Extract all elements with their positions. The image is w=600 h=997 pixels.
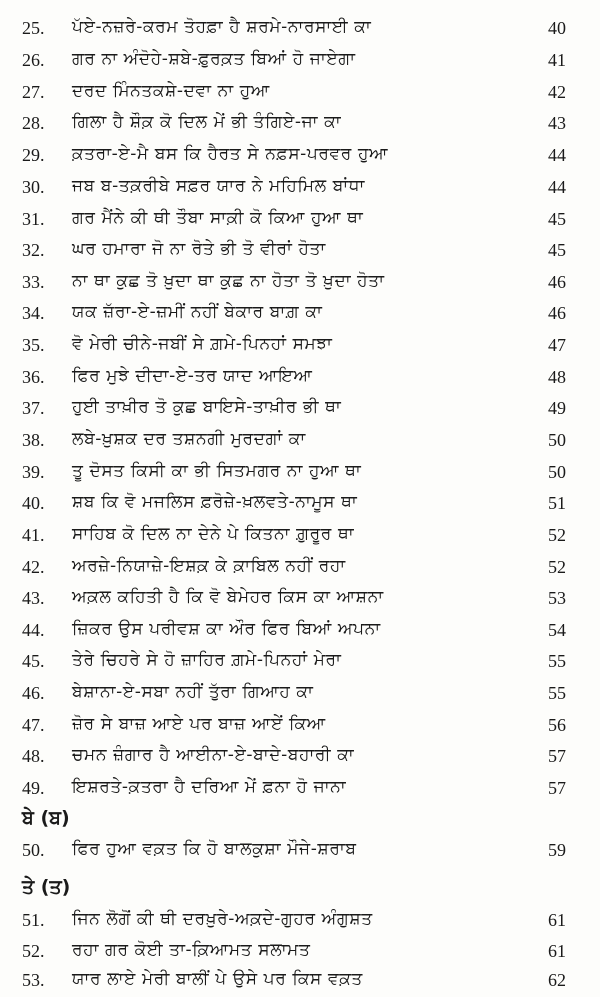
entry-number: 44. [22,620,45,640]
entry-title: ਘਰ ਹਮਾਰਾ ਜੋ ਨਾ ਰੋਤੇ ਭੀ ਤੋ ਵੀਰਾਂ ਹੋਤਾ [72,239,326,259]
entry-page: 55 [548,683,566,703]
entry-number: 35. [22,335,45,355]
entry-title: ਵੋ ਮੇਰੀ ਚੀਨੇ-ਜਬੀਂ ਸੇ ਗ਼ਮੇ-ਪਿਨਹਾਂ ਸਮਝਾ [72,334,333,354]
entry-number: 43. [22,588,45,608]
entry-number: 45. [22,651,45,671]
entry-title: ਯਾਰ ਲਾਏ ਮੇਰੀ ਬਾਲੀਂ ਪੇ ਉਸੇ ਪਰ ਕਿਸ ਵਕ਼ਤ [72,969,363,989]
entry-title: ਬੇਸ਼ਾਨਾ-ਏ-ਸਬਾ ਨਹੀਂ ਤੁੱਰਾ ਗਿਆਹ ਕਾ [72,682,314,702]
entry-title: ਗਰ ਨਾ ਅੰਦੋਹੇ-ਸ਼ਬੇ-ਫ਼ੁਰਕ਼ਤ ਬਿਆਂ ਹੋ ਜਾਏਗਾ [72,49,356,69]
entry-page: 42 [548,82,566,102]
entry-title: ਫਿਰ ਮੁਝੇ ਦੀਦਾ-ਏ-ਤਰ ਯਾਦ ਆਇਆ [72,366,313,386]
entry-number: 49. [22,778,45,798]
toc-entry [0,78,600,108]
entry-number: 28. [22,113,45,133]
entry-title: ਕ਼ਤਰਾ-ਏ-ਮੈ ਬਸ ਕਿ ਹੈਰਤ ਸੇ ਨਫ਼ਸ-ਪਰਵਰ ਹੁਆ [72,144,389,164]
entry-page: 57 [548,778,566,798]
entry-page: 43 [548,113,566,133]
toc-entry [0,14,600,44]
entry-page: 46 [548,303,566,323]
toc-entry [0,966,600,996]
entry-number: 32. [22,240,45,260]
entry-title: ਫਿਰ ਹੁਆ ਵਕ਼ਤ ਕਿ ਹੋ ਬਾਲਕੁਸ਼ਾ ਮੌਜੇ-ਸ਼ਰਾਬ [72,839,357,859]
entry-number: 38. [22,430,45,450]
toc-entry [0,268,600,298]
entry-title: ਲਬੇ-ਖ਼ੁਸ਼ਕ ਦਰ ਤਸ਼ਨਗੀ ਮੁਰਦਗਾਂ ਕਾ [72,429,306,449]
entry-page: 54 [548,620,566,640]
entry-number: 26. [22,50,45,70]
toc-entry [0,616,600,646]
entry-title: ਯਕ ਜ਼ੱਰਾ-ਏ-ਜ਼ਮੀਂ ਨਹੀਂ ਬੇਕਾਰ ਬਾਗ਼ ਕਾ [72,302,323,322]
section-heading-be: ਬੇ (ਬ) [22,807,70,829]
toc-entry [0,299,600,329]
entry-page: 44 [548,177,566,197]
entry-number: 33. [22,272,45,292]
entry-number: 46. [22,683,45,703]
entry-title: ਸ਼ਬ ਕਿ ਵੋ ਮਜਲਿਸ ਫ਼ਰੋਜ਼ੇ-ਖ਼ਲਵਤੇ-ਨਾਮੂਸ ਥਾ [72,492,358,512]
toc-entry [0,774,600,804]
entry-number: 25. [22,18,45,38]
toc-entry [0,906,600,936]
entry-page: 40 [548,18,566,38]
entry-number: 30. [22,177,45,197]
entry-number: 29. [22,145,45,165]
toc-entry [0,205,600,235]
toc-entry [0,679,600,709]
entry-number: 50. [22,840,45,860]
entry-number: 48. [22,746,45,766]
entry-title: ਇਸ਼ਰਤੇ-ਕ਼ਤਰਾ ਹੈ ਦਰਿਆ ਮੇਂ ਫ਼ਨਾ ਹੋ ਜਾਨਾ [72,777,347,797]
toc-entry [0,426,600,456]
entry-page: 62 [548,970,566,990]
entry-number: 42. [22,557,45,577]
entry-page: 55 [548,651,566,671]
entry-page: 45 [548,240,566,260]
entry-title: ਸਾਹਿਬ ਕੋ ਦਿਲ ਨਾ ਦੇਨੇ ਪੇ ਕਿਤਨਾ ਗ਼ੁਰੂਰ ਥਾ [72,524,355,544]
entry-page: 52 [548,525,566,545]
entry-page: 53 [548,588,566,608]
entry-number: 27. [22,82,45,102]
toc-entry [0,109,600,139]
entry-page: 46 [548,272,566,292]
entry-title: ਜ਼ਿਕਰ ਉਸ ਪਰੀਵਸ਼ ਕਾ ਔਰ ਫਿਰ ਬਿਆਂ ਅਪਨਾ [72,619,381,639]
toc-entry [0,173,600,203]
entry-number: 41. [22,525,45,545]
entry-title: ਗਿਲਾ ਹੈ ਸ਼ੌਕ਼ ਕੋ ਦਿਲ ਮੇਂ ਭੀ ਤੰਗਿਏ-ਜਾ ਕਾ [72,112,342,132]
entry-page: 48 [548,367,566,387]
toc-entry [0,489,600,519]
toc-entry [0,331,600,361]
entry-page: 56 [548,715,566,735]
entry-title: ਜ਼ੋਰ ਸੇ ਬਾਜ਼ ਆਏ ਪਰ ਬਾਜ਼ ਆਏਂ ਕਿਆ [72,714,326,734]
entry-page: 50 [548,430,566,450]
toc-entry [0,836,600,866]
entry-title: ਤੂ ਦੋਸਤ ਕਿਸੀ ਕਾ ਭੀ ਸਿਤਮਗਰ ਨਾ ਹੁਆ ਥਾ [72,461,362,481]
entry-number: 39. [22,462,45,482]
entry-number: 51. [22,910,45,930]
toc-entry [0,711,600,741]
entry-number: 40. [22,493,45,513]
entry-page: 49 [548,398,566,418]
entry-title: ਨਾ ਥਾ ਕੁਛ ਤੋ ਖ਼ੁਦਾ ਥਾ ਕੁਛ ਨਾ ਹੋਤਾ ਤੋ ਖ਼ੁਦਾ ਹੋਤਾ [72,271,385,291]
entry-page: 45 [548,209,566,229]
entry-title: ਪੱਏ-ਨਜ਼ਰੇ-ਕਰਮ ਤੋਹਫ਼ਾ ਹੈ ਸ਼ਰਮੇ-ਨਾਰਸਾਈ ਕਾ [72,17,372,37]
entry-page: 61 [548,941,566,961]
toc-entry [0,458,600,488]
section-heading-te: ਤੇ (ਤ) [22,876,71,898]
entry-title: ਅਰਜ਼ੇ-ਨਿਯਾਜ਼ੇ-ਇਸ਼ਕ਼ ਕੇ ਕ਼ਾਬਿਲ ਨਹੀਂ ਰਹਾ [72,556,346,576]
entry-number: 37. [22,398,45,418]
entry-title: ਅਕ਼ਲ ਕਹਿਤੀ ਹੈ ਕਿ ਵੋ ਬੇਮੇਹਰ ਕਿਸ ਕਾ ਆਸ਼ਨਾ [72,587,384,607]
entry-title: ਗਰ ਮੈਂਨੇ ਕੀ ਥੀ ਤੌਬਾ ਸਾਕ਼ੀ ਕੋ ਕਿਆ ਹੁਆ ਥਾ [72,208,364,228]
entry-title: ਰਹਾ ਗਰ ਕੋਈ ਤਾ-ਕ਼ਿਆਮਤ ਸਲਾਮਤ [72,940,311,960]
entry-title: ਹੁਈ ਤਾਖ਼ੀਰ ਤੋ ਕੁਛ ਬਾਇਸੇ-ਤਾਖ਼ੀਰ ਭੀ ਥਾ [72,397,342,417]
entry-number: 36. [22,367,45,387]
toc-entry [0,363,600,393]
entry-title: ਜਿਨ ਲੋਗੋਂ ਕੀ ਥੀ ਦਰਖ਼ੁਰੇ-ਅਕ਼ਦੇ-ਗੁਹਰ ਅੰਗੁਸ਼ਤ [72,909,373,929]
entry-title: ਜਬ ਬ-ਤਕ਼ਰੀਬੇ ਸਫ਼ਰ ਯਾਰ ਨੇ ਮਹਿਮਿਲ ਬਾਂਧਾ [72,176,365,196]
entry-page: 57 [548,746,566,766]
toc-entry [0,647,600,677]
entry-page: 52 [548,557,566,577]
toc-entry [0,937,600,967]
entry-title: ਦਰਦ ਮਿੰਨਤਕਸ਼ੇ-ਦਵਾ ਨਾ ਹੁਆ [72,81,270,101]
toc-entry [0,742,600,772]
entry-number: 34. [22,303,45,323]
toc-entry [0,584,600,614]
entry-title: ਚਮਨ ਜ਼ੰਗਾਰ ਹੈ ਆਈਨਾ-ਏ-ਬਾਦੇ-ਬਹਾਰੀ ਕਾ [72,745,355,765]
toc-entry [0,521,600,551]
entry-number: 47. [22,715,45,735]
entry-page: 50 [548,462,566,482]
entry-number: 52. [22,941,45,961]
toc-entry [0,553,600,583]
entry-page: 44 [548,145,566,165]
entry-number: 31. [22,209,45,229]
toc-entry [0,394,600,424]
entry-page: 59 [548,840,566,860]
toc-entry [0,141,600,171]
entry-number: 53. [22,970,45,990]
entry-page: 51 [548,493,566,513]
entry-page: 61 [548,910,566,930]
toc-entry [0,236,600,266]
entry-title: ਤੇਰੇ ਚਿਹਰੇ ਸੇ ਹੋ ਜ਼ਾਹਿਰ ਗ਼ਮੇ-ਪਿਨਹਾਂ ਮੇਰਾ [72,650,342,670]
entry-page: 41 [548,50,566,70]
entry-page: 47 [548,335,566,355]
toc-entry [0,46,600,76]
